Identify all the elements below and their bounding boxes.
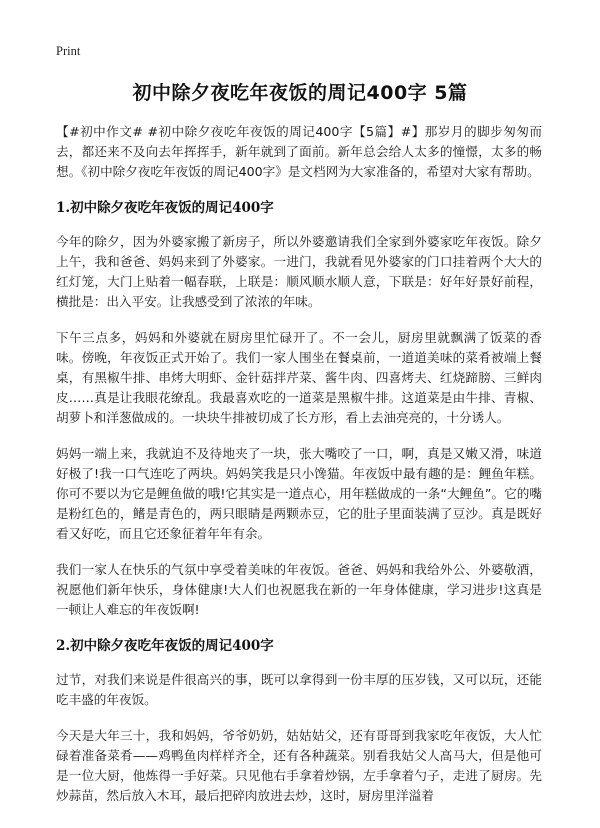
print-link[interactable]: Print xyxy=(56,44,81,58)
article-body xyxy=(56,122,542,822)
paragraph: 今年的除夕，因为外婆家搬了新房子，所以外婆邀请我们全家到外婆家吃年夜饭。除夕上午，我和爸爸、妈妈来到了外婆家。一进门，我就看见外婆家的门口挂着两个大大的红灯笼，大门上贴着一幅春联，上联是：顺风顺水顺人意，下联是：好年好景好前程，横批是：出入平安。让我感受到了浓浓的年味。 xyxy=(56,234,542,309)
intro-paragraph: 【#初中作文# #初中除夕夜吃年夜饭的周记400字【5篇】#】那岁月的脚步匆匆而去，都还来不及向去年挥挥手，新年就到了面前。新年总会给人太多的憧憬，太多的畅想。《初中除夕夜吃年夜饭的周记400字》是文档网为大家准备的，希望对大家有帮助。 xyxy=(56,124,542,179)
page-title: 初中除夕夜吃年夜饭的周记400字 5篇 xyxy=(132,82,468,104)
paragraph: 下午三点多，妈妈和外婆就在厨房里忙碌开了。不一会儿，厨房里就飘满了饭菜的香味。傍晚，年夜饭正式开始了。我们一家人围坐在餐桌前，一道道美味的菜肴被端上餐桌，有黑椒牛排、串烤大明虾、金针菇拌芹菜、酱牛肉、四喜烤夫、红烧蹄膀、三鲜肉皮……真是让我眼花缭乱。我最喜欢吃的一道菜是黑椒牛排。这道菜是由牛排、青椒、胡萝卜和洋葱做成的。一块块牛排被切成了长方形，看上去油亮亮的，十分诱人。 xyxy=(56,330,542,425)
section-heading: 2.初中除夕夜吃年夜饭的周记400字 xyxy=(56,638,274,654)
paragraph: 今天是大年三十，我和妈妈，爷爷奶奶，姑姑姑父，还有哥哥到我家吃年夜饭，大人忙碌着准备菜肴——鸡鸭鱼肉样样齐全，还有各种蔬菜。别看我姑父人高马大，但是他可是一位大厨，他炼得一手好菜。只见他右手拿着炒锅，左手拿着勺子，走进了厨房。先炒蒜苗，然后放入木耳，最后把碎肉放进去炒，这时，厨房里洋溢着 xyxy=(56,728,542,803)
paragraph: 妈妈一端上来，我就迫不及待地夹了一块，张大嘴咬了一口，啊，真是又嫩又滑，味道好极了!我一口气连吃了两块。妈妈笑我是只小馋猫。年夜饭中最有趣的是：鲤鱼年糕。你可不要以为它是鲤鱼做的哦!它其实是一道点心，用年糕做成的一条“大鲤鱼”。它的嘴是粉红色的，鳍是青色的，两只眼睛是两颗赤豆，它的肚子里面装满了豆沙。真是既好看又好吃，而且它还象征着年年有余。 xyxy=(56,446,542,541)
section-heading: 1.初中除夕夜吃年夜饭的周记400字 xyxy=(56,200,274,216)
paragraph: 我们一家人在快乐的气氛中享受着美味的年夜饭。爸爸、妈妈和我给外公、外婆敬酒，祝愿他们新年快乐，身体健康!大人们也祝愿我在新的一年身体健康，学习进步!这真是一顿让人难忘的年夜饭啊! xyxy=(56,562,542,617)
paragraph: 过节，对我们来说是件很高兴的事，既可以拿得到一份丰厚的压岁钱，又可以玩，还能吃丰盛的年夜饭。 xyxy=(56,672,542,707)
